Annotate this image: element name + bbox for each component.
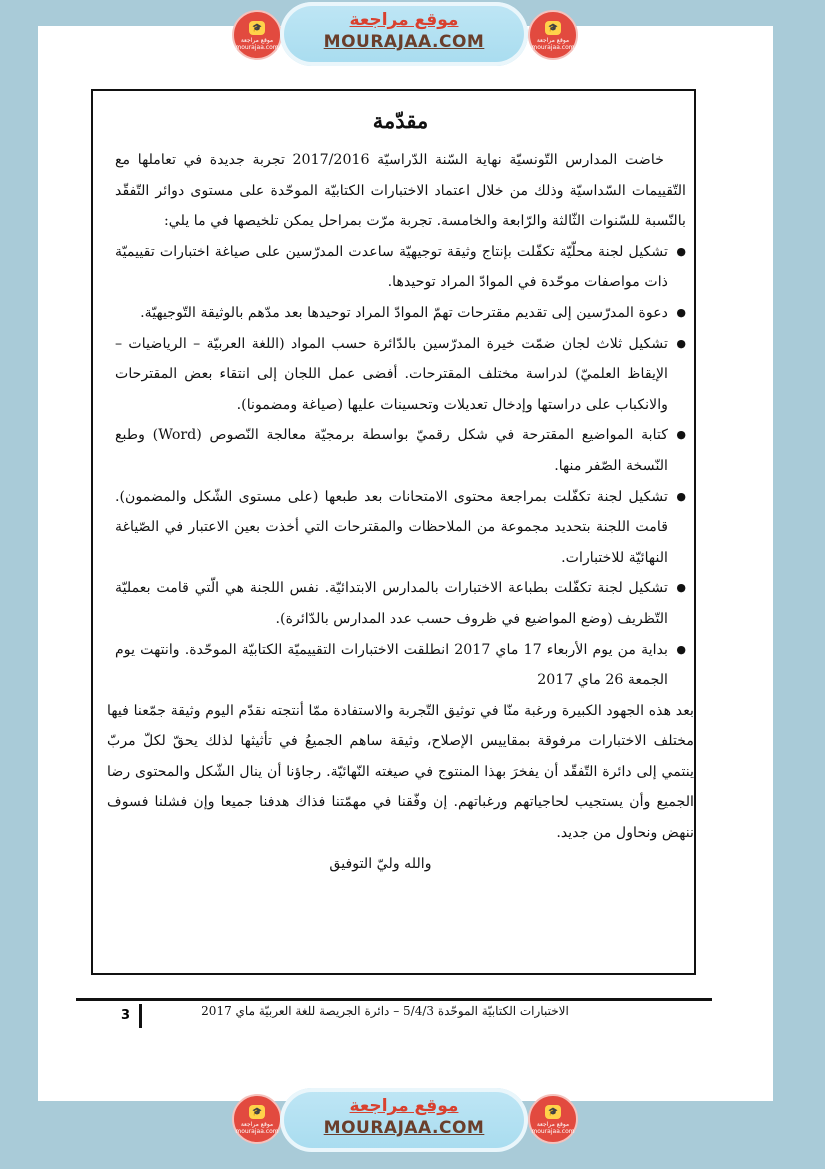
graduation-cap-icon: 🎓 xyxy=(249,1105,265,1119)
steps-list xyxy=(115,237,686,696)
site-logo-badge xyxy=(232,1094,282,1144)
bullet-icon: ● xyxy=(676,642,686,656)
badge-text: موقع مراجعة mourajaa.com xyxy=(235,37,279,51)
graduation-cap-icon: 🎓 xyxy=(249,21,265,35)
list-item-text: تشكيل ثلاث لجان ضمّت خيرة المدرّسين بالدّائرة حسب المواد (اللغة العربيّة – الرياضيات – الإيقاظ العلميّ) لدراسة مختلف المقترحات. أفضى عمل اللجان إلى انتقاء بعض المقترحات والانكباب على دراستها وإدخال تعديلات وتحسينات عليها (صياغة ومضمونا). xyxy=(115,335,668,413)
bullet-icon: ● xyxy=(676,428,686,442)
graduation-cap-icon: 🎓 xyxy=(545,1105,561,1119)
badge-text: موقع مراجعة mourajaa.com xyxy=(531,1121,575,1135)
content-frame xyxy=(91,89,696,975)
list-item xyxy=(115,237,686,298)
site-banner-top xyxy=(0,0,825,70)
list-item-text: تشكيل لجنة تكفّلت بمراجعة محتوى الامتحانات بعد طبعها (على مستوى الشّكل والمضمون). قامت اللجنة بتحديد مجموعة من الملاحظات والمقترحات التي أخذت بعين الاعتبار في الصّياغة النهائيّة للاختبارات. xyxy=(115,488,668,566)
intro-paragraph: خاضت المدارس التّونسيّة نهاية السّنة الدّراسيّة 2017/2016 تجربة جديدة في تعاملها مع التّقييمات السّداسيّة وذلك من خلال اعتماد الاختبارات الكتابيّة الموحّدة على مستوى دوائر التّفقّد بالنّسبة للسّنوات الثّالثة والرّابعة والخامسة. تجربة مرّت بمراحل يمكن تلخيصها في ما يلي: xyxy=(115,152,686,230)
bullet-icon: ● xyxy=(676,305,686,319)
site-name-latin[interactable]: MOURAJAA.COM xyxy=(323,1118,485,1138)
page-title: مقدّمة xyxy=(372,108,429,133)
site-logo-badge xyxy=(528,1094,578,1144)
bullet-icon: ● xyxy=(676,244,686,258)
list-item-text: تشكيل لجنة تكفّلت بطباعة الاختبارات بالمدارس الابتدائيّة. نفس اللجنة هي الّتي قامت بعمليّة التّظريف (وضع المواضيع في ظروف حسب عدد المدارس بالدّائرة). xyxy=(115,580,668,627)
signoff: والله وليّ التوفيق xyxy=(329,855,432,872)
list-item xyxy=(115,482,686,574)
badge-text: موقع مراجعة mourajaa.com xyxy=(531,37,575,51)
list-item xyxy=(115,329,686,421)
list-item-text: تشكيل لجنة محلّيّة تكفّلت بإنتاج وثيقة توجيهيّة ساعدت المدرّسين على صياغة اختبارات تقييميّة ذات مواصفات موحّدة في الموادّ المراد توحيدها. xyxy=(115,243,668,291)
graduation-cap-icon: 🎓 xyxy=(545,21,561,35)
list-item-text: بداية من يوم الأربعاء 17 ماي 2017 انطلقت الاختبارات التقييميّة الكتابيّة الموحّدة. وانتهت يوم الجمعة 26 ماي 2017 xyxy=(115,641,669,689)
footer-text: الاختبارات الكتابيّة الموحّدة 5/4/3 – دائرة الجريصة للغة العربيّة ماي 2017 xyxy=(201,1004,569,1018)
bullet-icon: ● xyxy=(676,489,686,503)
list-item xyxy=(115,298,686,329)
site-name-arabic[interactable]: موقع مراجعة xyxy=(349,1096,459,1116)
site-link-pill[interactable] xyxy=(280,1088,528,1152)
site-logo-badge xyxy=(232,10,282,60)
footer-divider xyxy=(76,998,712,1001)
badge-text: موقع مراجعة mourajaa.com xyxy=(235,1121,279,1135)
list-item xyxy=(115,573,686,634)
list-item xyxy=(115,635,686,696)
site-link-pill[interactable] xyxy=(280,2,528,66)
list-item xyxy=(115,420,686,481)
list-item-text: كتابة المواضيع المقترحة في شكل رقميّ بواسطة برمجيّة معالجة النّصوص (Word) وطبع النّسخة الصّفر منها. xyxy=(115,427,668,474)
site-banner-bottom xyxy=(0,1088,825,1158)
bullet-icon: ● xyxy=(676,581,686,595)
bullet-icon: ● xyxy=(676,336,686,350)
site-name-latin[interactable]: MOURAJAA.COM xyxy=(323,32,485,52)
document-body xyxy=(107,101,694,879)
page-number: 3 xyxy=(112,1004,142,1028)
closing-paragraph: بعد هذه الجهود الكبيرة ورغبة منّا في توثيق التّجربة والاستفادة ممّا أنتجته نقدّم اليوم وثيقة جمّعنا فيها مختلف الاختبارات مرفوقة بمقاييس الإصلاح، وثيقة ساهم الجميعُ في تأثيثها لذلك يحقّ لكلّ مربّ ينتمي إلى دائرة التّفقّد أن يفخرَ بهذا المنتوج في صيغته النّهائيّة. رجاؤنا أن ينال الشّكل والمحتوى رضا الجميع وأن يستجيب لحاجياتهم ورغباتهم. إن وفّقنا في مهمّتنا فذاك هدفنا جميعا وإن فشلنا فسوف ننهض ونحاول من جديد. xyxy=(107,702,694,842)
site-logo-badge xyxy=(528,10,578,60)
list-item-text: دعوة المدرّسين إلى تقديم مقترحات تهمّ الموادّ المراد توحيدها بعد مدّهم بالوثيقة التّوجيهيّة. xyxy=(140,304,668,321)
site-name-arabic[interactable]: موقع مراجعة xyxy=(349,10,459,30)
